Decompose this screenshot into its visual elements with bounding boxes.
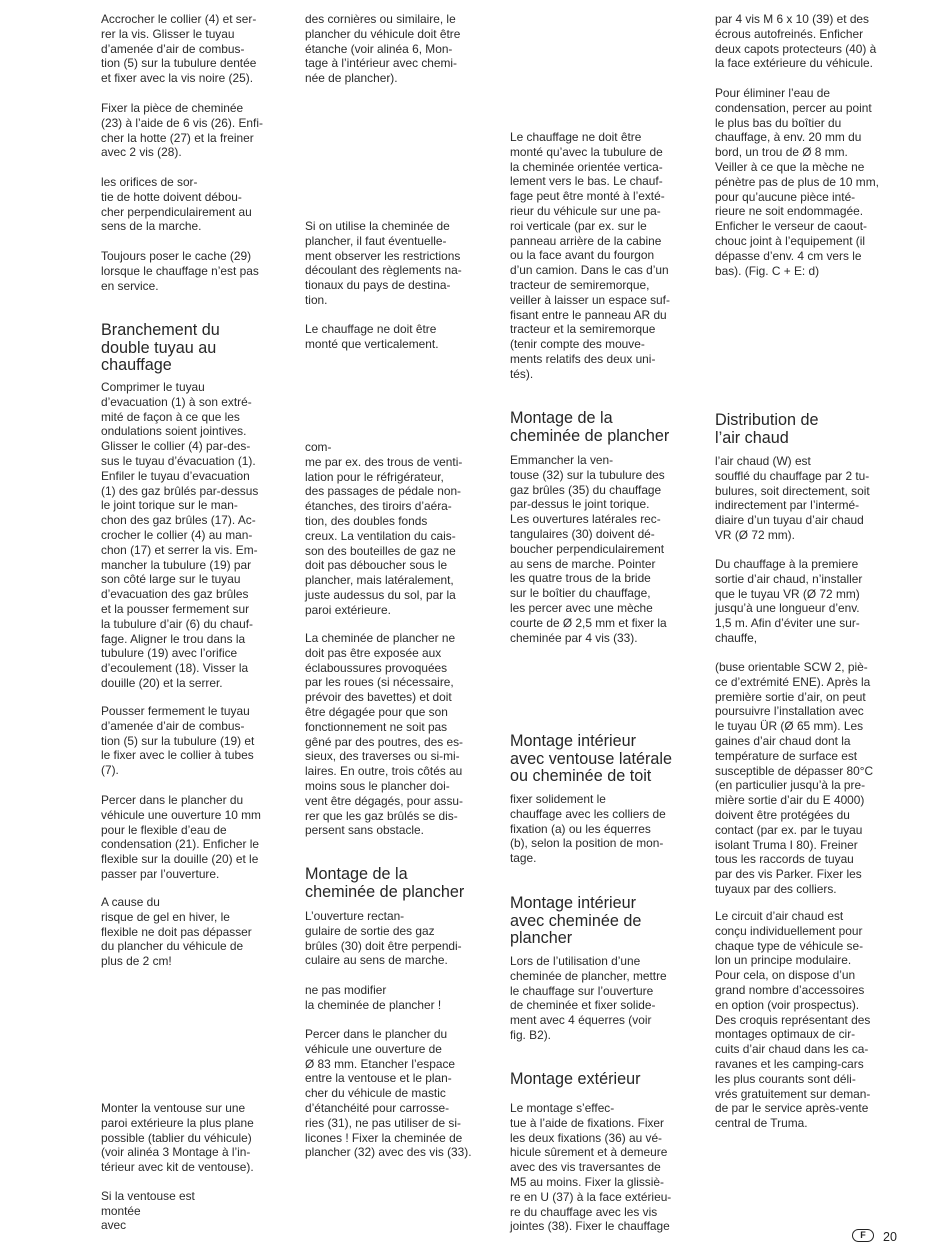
paragraph: Percer dans le plancher du véhicule une ouverture de Ø 83 mm. Etancher l’espace entre la ventouse et le plan- cher du véhicule de mastic d’étanchéité pour carrosse- ries (31), ne pas utiliser de si- licones ! Fixer la cheminée de plancher (32) avec des vis (33). bbox=[305, 1027, 472, 1160]
paragraph: Le circuit d’air chaud est conçu individuellement pour chaque type de véhicule se- lon un principe modulaire. Pour cela, on dispose d’un grand nombre d’accessoires en option (voir prospectus). Des croquis représentant des montages optimaux de cir- cuits d’air chaud dans les ca- ravanes et les camping-cars les plus courants sont déli- vrés gratuitement sur deman- de par le service après-vente central de Truma. bbox=[715, 909, 871, 1131]
paragraph: L’ouverture rectan- gulaire de sortie des gaz brûles (30) doit être perpendi- culaire au sens de marche. bbox=[305, 909, 462, 968]
paragraph: l’air chaud (W) est soufflé du chauffage par 2 tu- bulures, soit directement, soit indirectement par l’intermé- diaire d’un tuyau d’air chaud VR (Ø 72 mm). bbox=[715, 454, 870, 542]
paragraph: par 4 vis M 6 x 10 (39) et des écrous autofreinés. Enficher deux capots protecteurs (40) à la face extérieure du véhicule. bbox=[715, 12, 877, 71]
paragraph: Du chauffage à la premiere sortie d’air chaud, n’installer que le tuyau VR (Ø 72 mm) jusqu’à une longueur d’env. 1,5 m. Afin d’éviter une sur- chauffe, bbox=[715, 557, 863, 645]
section-heading: Montage de la cheminée de plancher bbox=[305, 865, 465, 901]
section-heading: Branchement du double tuyau au chauffage bbox=[101, 321, 220, 375]
paragraph: Comprimer le tuyau d’evacuation (1) à son extré- mité de façon à ce que les ondulations soient jointives. Glisser le collier (4) par-des- sus le tuyau d’évacuation (1). Enfiler le tuyau d’evacuation (1) des gaz brûlés par-dessus le joint torique sur le man- chon des gaz brûles (17). Ac- crocher le collier (4) au man- chon (17) et serrer la vis. Em- mancher la tubulure (19) par son côté large sur le tuyau d’evacuation des gaz brûles et la pousser fermement sur la tubulure d’air (6) du chauf- fage. Aligner le trou dans la tubulure (19) avec l’orifice d’ecoulement (18). Visser la douille (20) et la serrer. bbox=[101, 380, 259, 690]
paragraph: Le montage s’effec- tue à l’aide de fixations. Fixer les deux fixations (36) au vé- hicule sûrement et à demeure avec des vis traversantes de M5 au moins. Fixer la glissiè- re en U (37) à la face extérieu- re du chauffage avec les vis jointes (38). Fixer le chauffage bbox=[510, 1101, 672, 1234]
paragraph: com- me par ex. des trous de venti- lation pour le réfrigérateur, des passages de pédale non- étanches, des tiroirs d’aéra- tion, des doubles fonds creux. La ventilation du cais- son des bouteilles de gaz ne doit pas déboucher sous le plancher, mais latéralement, juste audessus du sol, par la paroi extérieure. bbox=[305, 440, 463, 617]
section-heading: Montage extérieur bbox=[510, 1070, 641, 1088]
paragraph: Accrocher le collier (4) et ser- rer la vis. Glisser le tuyau d’amenée d’air de combus- tion (5) sur la tubulure dentée et fixer avec la vis noire (25). bbox=[101, 12, 257, 86]
warning-paragraph: les orifices de sor- tie de hotte doivent débou- cher perpendiculairement au sens de la marche. bbox=[101, 175, 252, 234]
paragraph: fixer solidement le chauffage avec les colliers de fixation (a) ou les équerres (b), selon la position de mon- tage. bbox=[510, 792, 666, 866]
paragraph: La cheminée de plancher ne doit pas être exposée aux éclaboussures provoquées par les roues (si nécessaire, prévoir des bavettes) et doit être dégagée pour que son fonctionnement ne soit pas gêné par des poutres, des es- sieux, des traverses ou si-mi- laires. En outre, trois côtés au moins sous le plancher doi- vent être dégagés, pour assu- rer que les gaz brûlés se dis- persent sans obstacle. bbox=[305, 631, 463, 838]
paragraph: des cornières ou similaire, le plancher du véhicule doit être étanche (voir alinéa 6, Mon- tage à l’intérieur avec chemi- née de plancher). bbox=[305, 12, 461, 86]
section-heading: Montage intérieur avec cheminée de plancher bbox=[510, 894, 642, 948]
paragraph: Lors de l’utilisation d’une cheminée de plancher, mettre le chauffage sur l’ouverture de cheminée et fixer solide- ment avec 4 équerres (voir fig. B2). bbox=[510, 954, 667, 1042]
paragraph: Le chauffage ne doit être monté qu’avec la tubulure de la cheminée orientée vertica- lement vers le bas. Le chauf- fage peut être monté à l’exté- rieur du véhicule sur une pa- roi verticale (par ex. sur le panneau arrière de la cabine ou la face avant du fourgon d’un camion. Dans le cas d’un tracteur de semiremorque, veiller à laisser un espace suf- fisant entre le panneau AR du tracteur et la semiremorque (tenir compte des mouve- ments relatifs des deux uni- tés). bbox=[510, 130, 670, 381]
paragraph: Si on utilise la cheminée de plancher, il faut éventuelle- ment observer les restrictions découlant des règlements na- tionaux du pays de destina- tion. bbox=[305, 219, 462, 307]
paragraph: Le chauffage ne doit être monté que verticalement. bbox=[305, 322, 439, 351]
paragraph: Monter la ventouse sur une paroi extérieure la plus plane possible (tablier du véhicule) (voir alinéa 3 Montage à l’in- térieur avec kit de ventouse). bbox=[101, 1101, 254, 1175]
paragraph: Toujours poser le cache (29) lorsque le chauffage n’est pas en service. bbox=[101, 249, 259, 293]
warning-paragraph: A cause du risque de gel en hiver, le flexible ne doit pas dépasser du plancher du véhicule de plus de 2 cm! bbox=[101, 895, 252, 969]
paragraph: Emmancher la ven- touse (32) sur la tubulure des gaz brûles (35) du chauffage par-dessus le joint torique. Les ouvertures latérales rec- tangulaires (30) doivent dé- boucher perpendiculairement au sens de marche. Pointer les quatre trous de la bride sur le boîtier du chauffage, les percer avec une mèche courte de Ø 2,5 mm et fixer la cheminée par 4 vis (33). bbox=[510, 453, 667, 645]
paragraph: (buse orientable SCW 2, piè- ce d’extrémité ENE). Après la première sortie d’air, on peut poursuivre l’installation avec le tuyau ÜR (Ø 65 mm). Les gaines d’air chaud dont la température de surface est susceptible de dépasser 80°C (en particulier jusqu’à la pre- mière sortie d’air du E 4000) doivent être protégées du contact (par ex. par le tuyau isolant Truma I 80). Freiner tous les raccords de tuyau par des vis Parker. Fixer les tuyaux par des colliers. bbox=[715, 660, 874, 896]
paragraph: Fixer la pièce de cheminée (23) à l’aide de 6 vis (26). Enfi- cher la hotte (27) et la freiner avec 2 vis (28). bbox=[101, 101, 263, 160]
paragraph: Percer dans le plancher du véhicule une ouverture 10 mm pour le flexible d’eau de condensation (21). Enficher le flexible sur la douille (20) et le passer par l’ouverture. bbox=[101, 793, 261, 881]
paragraph: Si la ventouse est montée bbox=[101, 1189, 195, 1218]
section-heading: Montage de la cheminée de plancher bbox=[510, 409, 670, 445]
language-badge: F bbox=[852, 1229, 874, 1242]
page-number: 20 bbox=[883, 1230, 897, 1244]
warning-paragraph: ne pas modifier la cheminée de plancher ! bbox=[305, 983, 442, 1012]
paragraph: avec bbox=[101, 1218, 127, 1232]
section-heading: Distribution de l’air chaud bbox=[715, 411, 819, 447]
section-heading: Montage intérieur avec ventouse latérale ou cheminée de toit bbox=[510, 732, 672, 786]
paragraph: Pousser fermement le tuyau d’amenée d’air de combus- tion (5) sur la tubulure (19) et le fixer avec le collier à tubes (7). bbox=[101, 704, 255, 778]
paragraph: Pour éliminer l’eau de condensation, percer au point le plus bas du boîtier du chauffage, à env. 20 mm du bord, un trou de Ø 8 mm. Veiller à ce que la mèche ne pénètre pas de plus de 10 mm, pour qu’aucune pièce inté- rieure ne soit endommagée. Enficher le verseur de caout- chouc joint à l’equipement (il dépasse d’env. 4 cm vers le bas). (Fig. C + E: d) bbox=[715, 86, 879, 278]
